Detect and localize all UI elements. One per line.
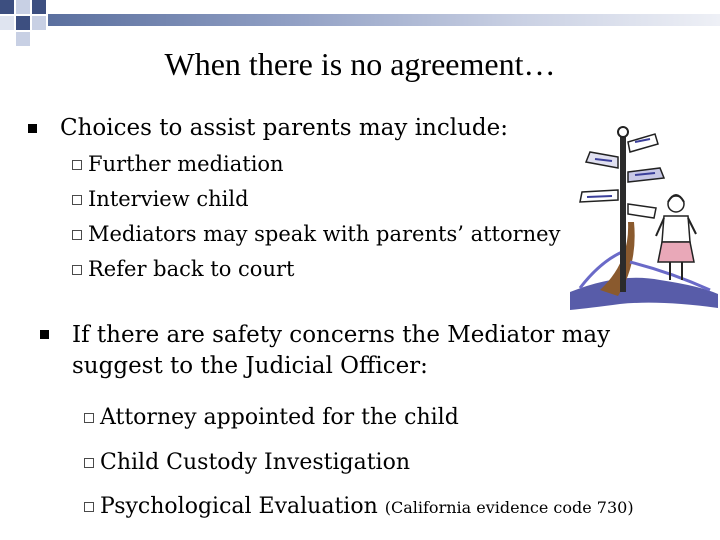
- signpost-woman-clipart-icon: [560, 112, 720, 322]
- hollow-square-icon: [72, 265, 82, 275]
- bullet-text-continued: suggest to the Judicial Officer:: [72, 353, 428, 379]
- hollow-square-icon: [72, 195, 82, 205]
- bullet-text: Choices to assist parents may include:: [60, 115, 508, 141]
- bullet-marker: [28, 124, 37, 133]
- evidence-code-note: (California evidence code 730): [384, 498, 634, 517]
- slide-title: When there is no agreement…: [164, 46, 556, 82]
- sub-bullet: Mediators may speak with parents’ attorney: [72, 222, 560, 246]
- hollow-square-icon: [72, 160, 82, 170]
- hollow-square-icon: [84, 458, 94, 468]
- sub-bullet: Further mediation: [72, 152, 284, 176]
- sub-bullet: Attorney appointed for the child: [84, 405, 459, 430]
- header-accent-bar: [48, 14, 720, 26]
- hollow-square-icon: [72, 230, 82, 240]
- bullet-text: If there are safety concerns the Mediator may: [72, 322, 611, 348]
- sub-bullet: Refer back to court: [72, 257, 294, 281]
- hollow-square-icon: [84, 502, 94, 512]
- sub-bullet: Child Custody Investigation: [84, 450, 410, 475]
- sub-bullet: Interview child: [72, 187, 249, 211]
- hollow-square-icon: [84, 413, 94, 423]
- bullet-marker: [40, 330, 49, 339]
- sub-bullet: Psychological Evaluation (California evidence code 730): [84, 494, 634, 519]
